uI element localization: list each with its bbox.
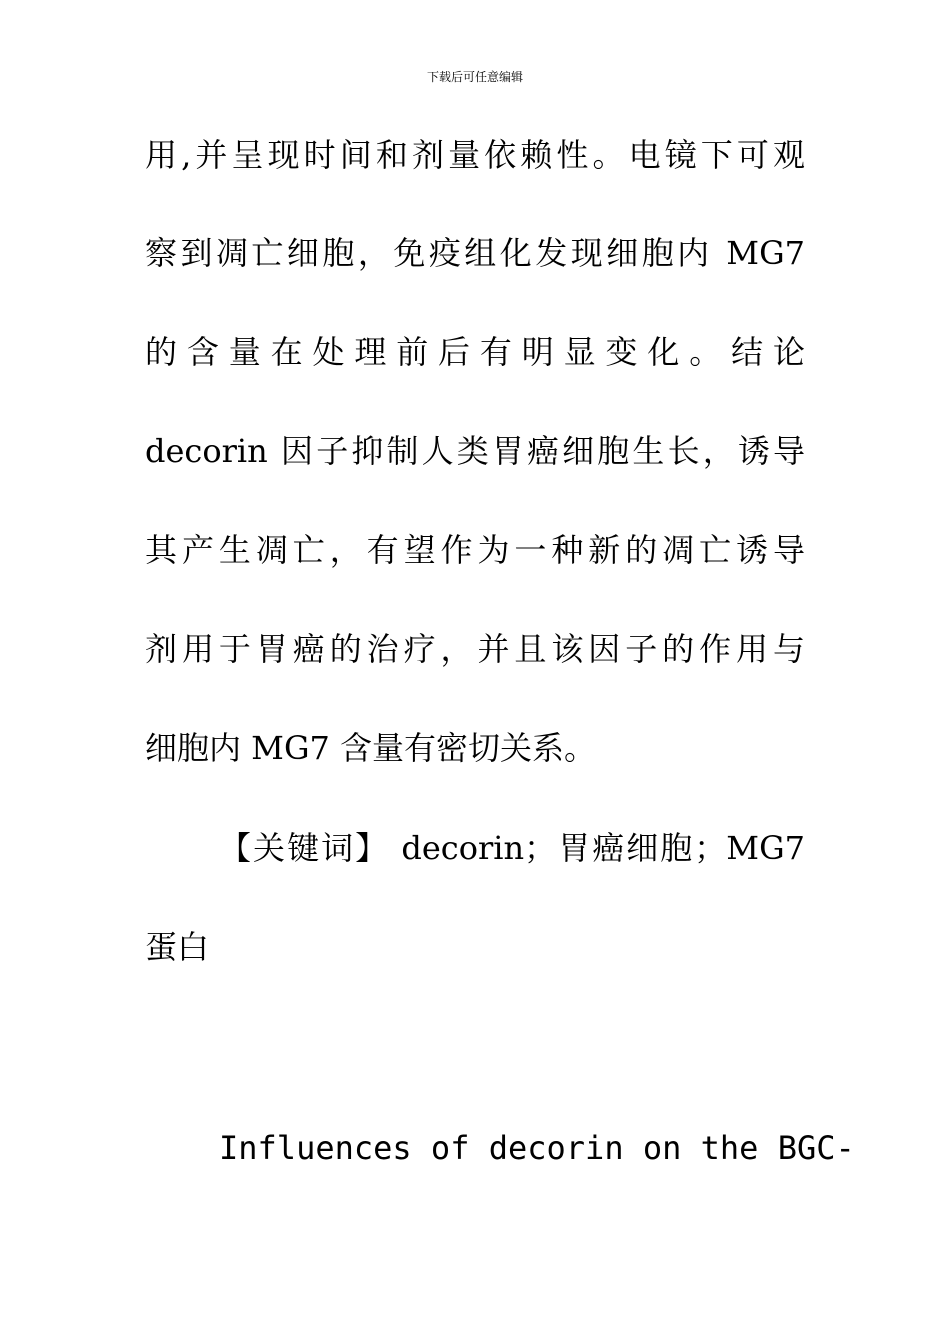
- keywords-line: 【关键词】 decorin；胃癌细胞；MG7: [219, 829, 805, 867]
- text-line-5: 其产生凋亡，有望作为一种新的凋亡诱导: [145, 531, 805, 569]
- text-line-3: 的含量在处理前后有明显变化。结论: [145, 333, 805, 371]
- text-line-4: decorin 因子抑制人类胃癌细胞生长，诱导: [145, 432, 805, 470]
- text-line-7: 细胞内 MG7 含量有密切关系。: [145, 729, 597, 767]
- text-line-6: 剂用于胃癌的治疗，并且该因子的作用与: [145, 630, 805, 668]
- keywords-continuation: 蛋白: [145, 928, 210, 966]
- text-line-2: 察到凋亡细胞，免疫组化发现细胞内 MG7: [145, 234, 805, 272]
- text-line-1: 用,并呈现时间和剂量依赖性。电镜下可观: [145, 136, 805, 174]
- english-title: Influences of decorin on the BGC-: [219, 1129, 855, 1167]
- page-header-note: 下载后可任意编辑: [426, 70, 523, 84]
